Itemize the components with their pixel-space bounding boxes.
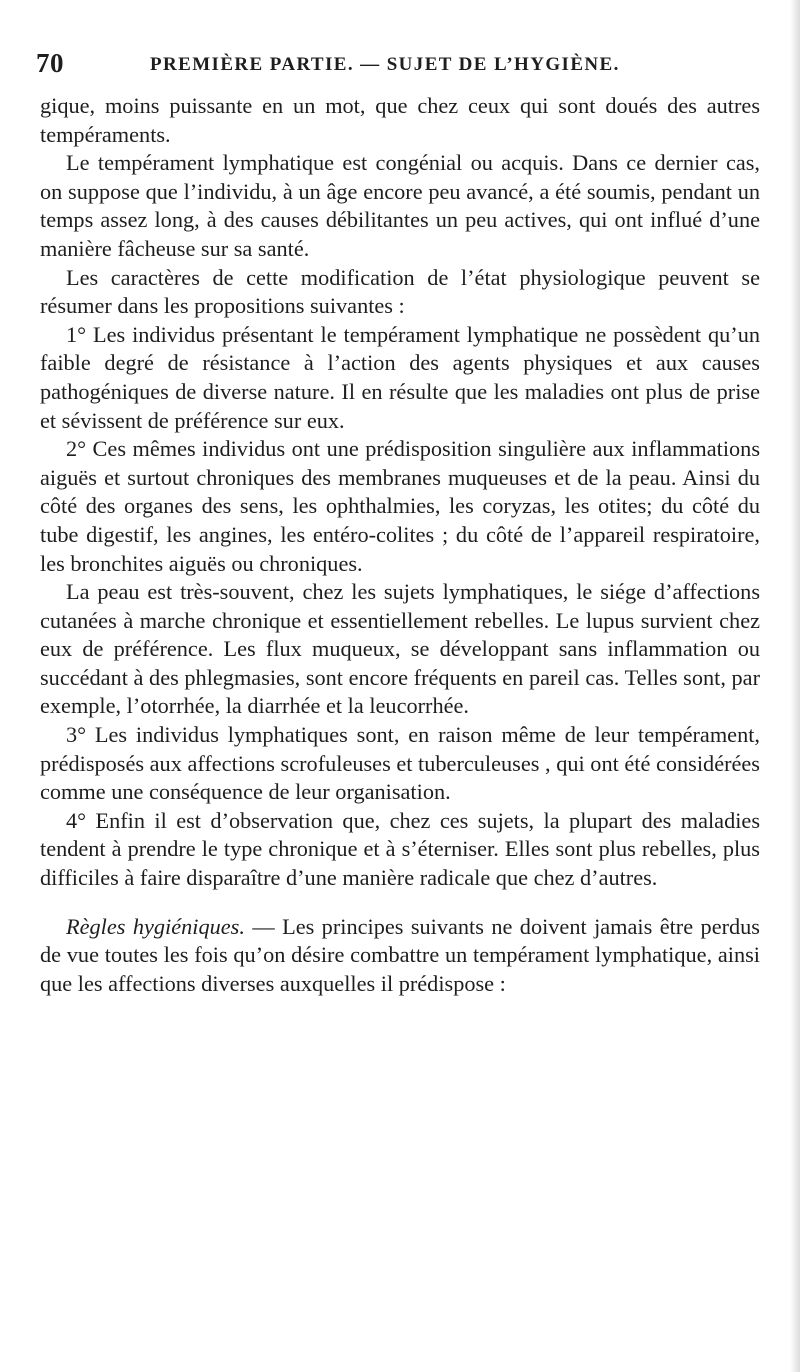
paragraph-characteristics-intro: Les caractères de cette modification de l’état physiologique peuvent se résumer dans les propositions suivantes :	[40, 264, 760, 319]
hygiene-rules-text: — Les principes suivants ne doivent jamais être perdus de vue toutes les fois qu’on désire combattre un tempérament lymphatique, ainsi que les affections diverses auxquelles il prédispose :	[40, 913, 760, 996]
paragraph-point-2: 2° Ces mêmes individus ont une prédisposition singulière aux inflammations aiguës et surtout chroniques des membranes muqueuses et de la peau. Ainsi du côté des organes des sens, les ophthalmies, les coryzas, les otites; du côté du tube digestif, les angines, les entéro-colites ; du côté de l’appareil respiratoire, les bronchites aiguës ou chroniques.	[40, 436, 760, 576]
paragraph-temperament-origin: Le tempérament lymphatique est congénial ou acquis. Dans ce dernier cas, on suppose que l’individu, à un âge encore peu avancé, a été soumis, pendant un temps assez long, à des causes débilitantes un peu actives, qui ont influé d’une manière fâcheuse sur sa santé.	[40, 150, 760, 261]
paragraph-point-4: 4° Enfin il est d’observation que, chez ces sujets, la plupart des maladies tendent à prendre le type chronique et à s’éterniser. Elles sont plus rebelles, plus difficiles à faire disparaître d’une manière radicale que chez d’autres.	[40, 807, 760, 891]
running-head: PREMIÈRE PARTIE. — SUJET DE L’HYGIÈNE.	[150, 54, 620, 75]
body-text	[40, 92, 760, 998]
paragraph-point-3: 3° Les individus lymphatiques sont, en raison même de leur tempérament, prédisposés aux affections scrofuleuses et tuberculeuses , qui ont été considérées comme une conséquence de leur organisation.	[40, 722, 760, 805]
paragraph-hygiene-rules	[40, 913, 760, 999]
paragraph-point-1: 1° Les individus présentant le tempérament lymphatique ne possèdent qu’un faible degré de résistance à l’action des agents physiques et aux causes pathogéniques de diverse nature. Il en résulte que les maladies ont plus de prise et sévissent de préférence sur eux.	[40, 321, 760, 433]
page-edge-shadow	[790, 0, 800, 1372]
section-heading-hygiene-rules: Règles hygiéniques.	[66, 913, 245, 939]
page-number: 70	[36, 48, 64, 78]
page-header	[36, 48, 756, 82]
paragraph-continuation: gique, moins puissante en un mot, que chez ceux qui sont doués des autres tempéraments.	[40, 93, 760, 147]
paragraph-skin-affections: La peau est très-souvent, chez les sujets lymphatiques, le siége d’affections cutanées à marche chronique et essentiellement rebelles. Le lupus survient chez eux de préférence. Les flux muqueux, se développant sans inflammation ou succédant à des phlegmasies, sont encore fréquents en pareil cas. Telles sont, par exemple, l’otorrhée, la diarrhée et la leucorrhée.	[40, 579, 760, 719]
